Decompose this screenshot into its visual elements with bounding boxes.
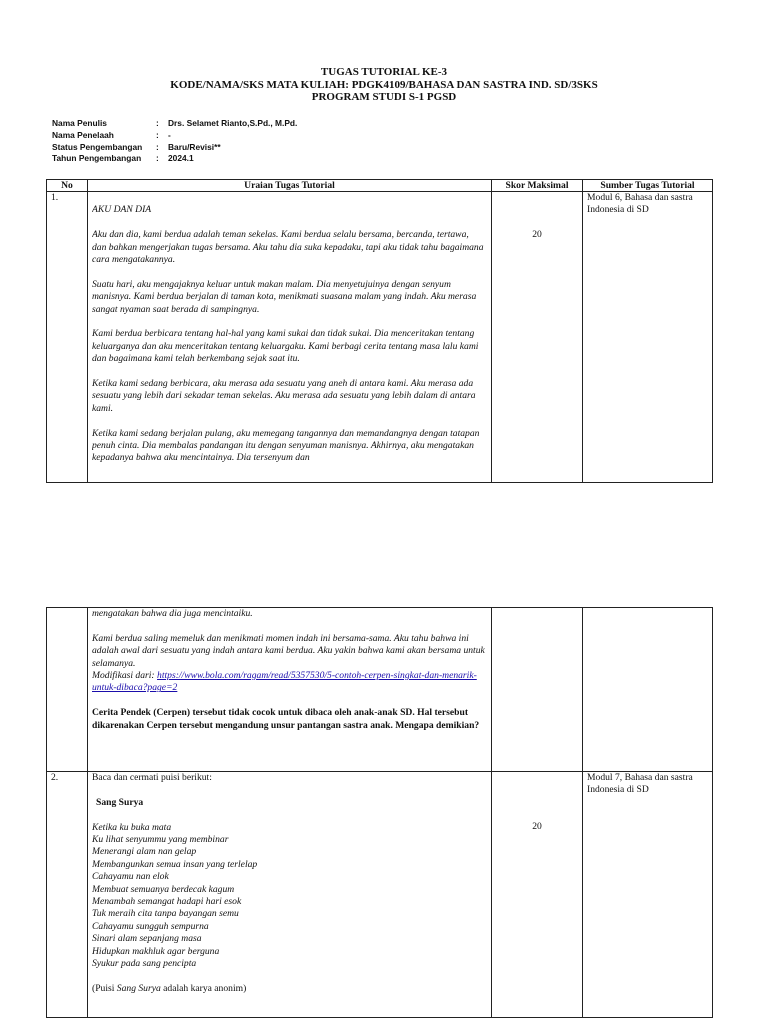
modification-label: Modifikasi dari: bbox=[92, 670, 158, 682]
task-table-page2 bbox=[46, 607, 713, 1018]
task-table-page1 bbox=[46, 179, 713, 483]
meta-row-status bbox=[52, 142, 297, 154]
story-title: AKU DAN DIA bbox=[92, 204, 152, 216]
task-source: Modul 7, Bahasa dan sastra Indonesia di SD bbox=[583, 772, 713, 1018]
poem-line: Hidupkan makhluk agar berguna bbox=[92, 945, 220, 957]
meta-colon: : bbox=[156, 118, 159, 128]
task-source: Modul 6, Bahasa dan sastra Indonesia di SD bbox=[583, 192, 713, 483]
poem-note: (Puisi Sang Surya adalah karya anonim) bbox=[92, 982, 247, 994]
poem-line: Membangunkan semua insan yang terlelap bbox=[92, 858, 258, 870]
story-paragraph: Kami berdua berbicara tentang hal-hal yang kami sukai dan tidak sukai. Dia menceritakan tentang keluarganya dan aku menceritakan tentang keluargaku. Kami berbagi cerita tentang masa lalu kami dan bagaimana kami telah berkembang sejak saat itu. bbox=[92, 328, 479, 365]
meta-label: Status Pengembangan bbox=[52, 141, 143, 152]
meta-label: Tahun Pengembangan bbox=[52, 153, 142, 164]
meta-label: Nama Penulis bbox=[52, 118, 107, 128]
header-program: PROGRAM STUDI S-1 PGSD bbox=[311, 91, 457, 103]
source-link[interactable]: https://www.bola.com/ragam/read/5357530/5-contoh-cerpen-singkat-dan-menarik-untuk-dibaca?page=2 bbox=[92, 670, 477, 694]
task-question: Cerita Pendek (Cerpen) tersebut tidak cocok untuk dibaca oleh anak-anak SD. Hal tersebut dikarenakan Cerpen tersebut mengandung unsur pantangan sastra anak. Mengapa demikian? bbox=[92, 707, 480, 731]
task-description-continued bbox=[88, 608, 492, 772]
meta-value: Drs. Selamet Rianto,S.Pd., M.Pd. bbox=[168, 118, 298, 128]
task-description bbox=[88, 192, 492, 483]
poem-line: Cahayamu nan elok bbox=[92, 871, 169, 883]
column-header-source: Sumber Tugas Tutorial bbox=[583, 180, 713, 192]
meta-row-writer bbox=[52, 118, 297, 130]
meta-row-reviewer bbox=[52, 130, 297, 142]
story-paragraph: Suatu hari, aku mengajaknya keluar untuk makan malam. Dia menyetujuinya dengan senyum manisnya. Kami berdua berjalan di taman kota, menikmati suasana malam yang indah. Aku merasa sangat nyaman saat berada di sampingnya. bbox=[92, 278, 477, 315]
poem-line: Menambah semangat hadapi hari esok bbox=[92, 896, 242, 908]
max-score-cell bbox=[492, 772, 583, 1018]
max-score: 20 bbox=[532, 821, 542, 832]
document-header bbox=[0, 66, 768, 104]
story-paragraph: Ketika kami sedang berbicara, aku merasa ada sesuatu yang aneh di antara kami. Aku merasa ada sesuatu yang lebih dari sekadar teman sekelas. Aku merasa ada sesuatu yang lebih dalam di antara kami. bbox=[92, 378, 476, 414]
meta-value: Baru/Revisi** bbox=[168, 141, 221, 152]
header-title: TUGAS TUTORIAL KE-3 bbox=[320, 66, 448, 78]
table-header-row bbox=[47, 180, 713, 192]
poem-line: Cahayamu sungguh sempurna bbox=[92, 920, 209, 932]
poem-line: Menerangi alam nan gelap bbox=[92, 846, 197, 858]
story-paragraph: Kami berdua saling memeluk dan menikmati momen indah ini bersama-sama. Aku tahu bahwa ini adalah awal dari sesuatu yang indah antara kami berdua. Aku yakin bahwa kami akan bersama untuk selamanya. bbox=[92, 632, 485, 669]
row-number: 1. bbox=[47, 192, 88, 483]
story-paragraph: mengatakan bahwa dia juga mencintaiku. bbox=[92, 608, 253, 619]
story-paragraph: Aku dan dia, kami berdua adalah teman sekelas. Kami berdua selalu bersama, bercanda, tertawa, dan bahkan mengerjakan tugas bersama. Aku tahu dia suka kepadaku, tapi aku tidak tahu bagaimana cara mengatakannya. bbox=[92, 229, 484, 265]
table-row bbox=[47, 772, 713, 1018]
meta-value: 2024.1 bbox=[168, 153, 194, 164]
poem-line: Sinari alam sepanjang masa bbox=[92, 933, 202, 945]
column-header-desc: Uraian Tugas Tutorial bbox=[88, 180, 492, 192]
max-score-cell bbox=[492, 192, 583, 483]
poem-title: Sang Surya bbox=[96, 796, 144, 808]
meta-colon: : bbox=[156, 141, 159, 152]
poem-line: Ku lihat senyummu yang membinar bbox=[92, 834, 229, 845]
max-score: 20 bbox=[532, 229, 542, 240]
row-number: 2. bbox=[47, 772, 88, 1018]
meta-colon: : bbox=[156, 153, 159, 164]
table-row bbox=[47, 608, 713, 772]
poem-line: Membuat semuanya berdecak kagum bbox=[92, 883, 235, 895]
meta-value: - bbox=[168, 129, 171, 140]
meta-colon: : bbox=[156, 129, 159, 140]
header-course: KODE/NAMA/SKS MATA KULIAH: PDGK4109/BAHASA DAN SASTRA IND. SD/3SKS bbox=[170, 78, 598, 91]
poem-intro: Baca dan cermati puisi berikut: bbox=[92, 772, 212, 783]
story-paragraph: Ketika kami sedang berjalan pulang, aku memegang tangannya dan memandangnya dengan tatapan penuh cinta. Dia membalas pandangan itu dengan senyuman manisnya. Akhirnya, aku mengatakan kepadanya bahwa aku mencintainya. Dia tersenyum dan bbox=[92, 427, 480, 464]
column-header-no: No bbox=[47, 180, 88, 192]
source-modification bbox=[92, 670, 485, 695]
author-info bbox=[52, 118, 297, 165]
task-description bbox=[88, 772, 492, 1018]
table-row bbox=[47, 192, 713, 483]
meta-row-year bbox=[52, 153, 297, 165]
poem-line: Syukur pada sang pencipta bbox=[92, 958, 197, 970]
poem-line: Ketika ku buka mata bbox=[92, 821, 172, 833]
poem-line: Tuk meraih cita tanpa bayangan semu bbox=[92, 908, 239, 920]
poem-note-title: Sang Surya bbox=[116, 982, 161, 994]
meta-label: Nama Penelaah bbox=[52, 129, 114, 140]
column-header-skor: Skor Maksimal bbox=[492, 180, 583, 192]
